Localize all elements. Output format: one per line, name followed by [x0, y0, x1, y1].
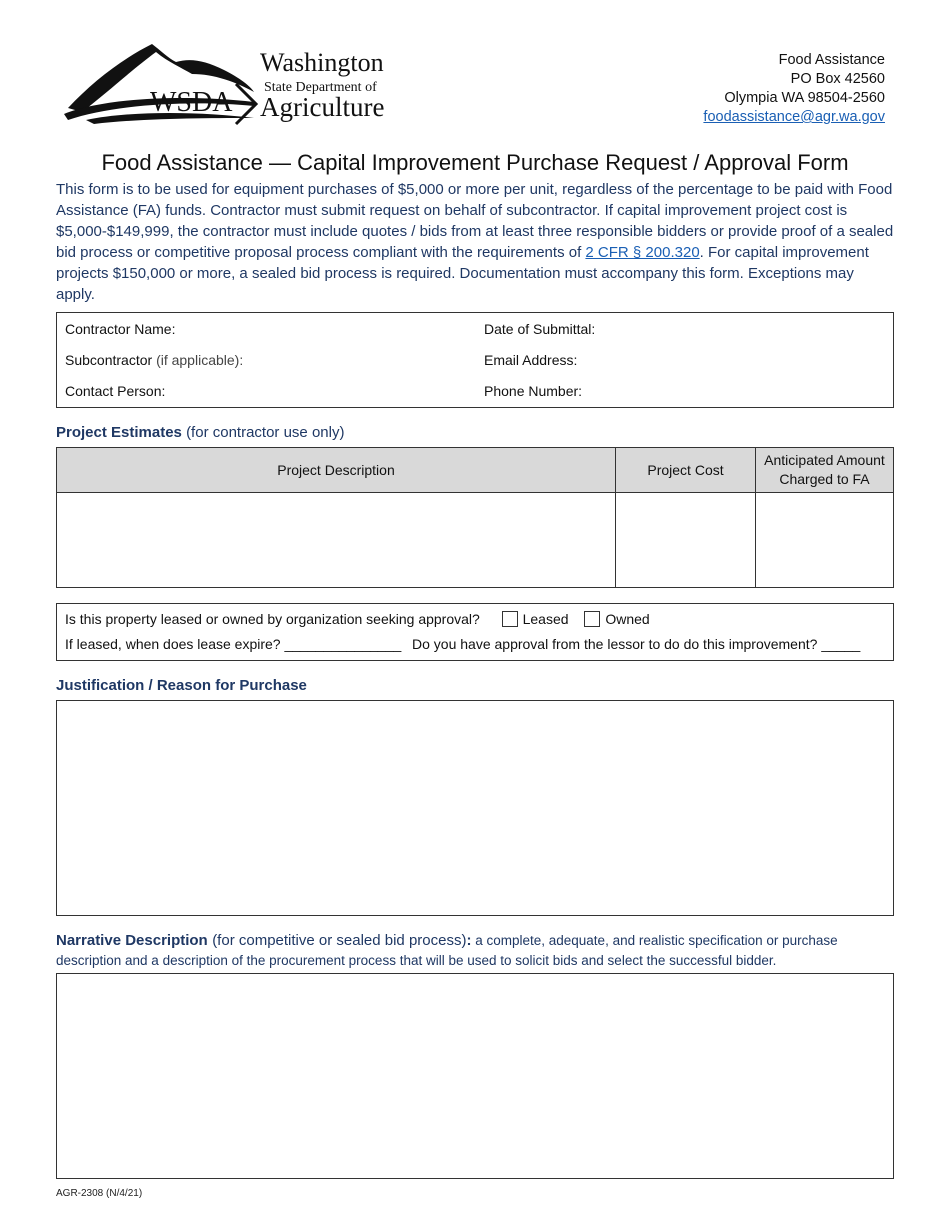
column-header-fa-amount: Anticipated Amount Charged to FA — [756, 448, 893, 493]
project-estimates-title: Project Estimates — [56, 424, 182, 441]
column-header-description: Project Description — [57, 448, 615, 493]
leased-label: Leased — [522, 611, 569, 627]
lease-box — [56, 603, 894, 661]
leased-checkbox[interactable] — [502, 611, 518, 627]
narrative-colon: : — [466, 932, 472, 949]
narrative-description: a complete, adequate, and realistic specification or purchase description and a description of the procurement process that will be used to solicit bids and select the successful bidder. — [56, 933, 838, 968]
address-line-po-box: PO Box 42560 — [790, 71, 885, 87]
intro-text-start: This form is to be used for equipment purchases of $5,000 or more per unit, regardless of the percentage to be paid with Food Assistance (FA) funds. Contractor must submit request on behalf of subcontractor. If capital improvement project cost is $5,000-$149,999, the contractor must include quotes / bids from at least three responsible bidders or provide proof of a sealed bid process or competitive proposal process compliant with the requirements of — [56, 181, 894, 261]
narrative-note: (for competitive or sealed bid process) — [212, 932, 467, 949]
address-block — [703, 51, 885, 127]
narrative-textarea[interactable] — [56, 973, 894, 1179]
form-title: Food Assistance — Capital Improvement Purchase Request / Approval Form — [101, 150, 849, 175]
subcontractor-field[interactable] — [65, 352, 243, 368]
contractor-name-field[interactable]: Contractor Name: — [65, 321, 176, 337]
cost-cell[interactable] — [616, 493, 755, 587]
cfr-link[interactable]: 2 CFR § 200.320 — [585, 244, 700, 261]
logo-washington-text: Washington — [260, 48, 384, 77]
date-of-submittal-field[interactable]: Date of Submittal: — [484, 321, 596, 337]
intro-paragraph — [56, 179, 896, 305]
column-header-cost: Project Cost — [616, 448, 755, 493]
project-estimates-table — [56, 447, 894, 588]
intro-text-end: . For capital improvement projects $150,000 or more, a sealed bid process is required. Documentation must accompany this form. Exceptions may apply. — [56, 244, 869, 303]
address-line-city: Olympia WA 98504-2560 — [724, 90, 885, 106]
lease-question-row — [65, 611, 650, 627]
phone-number-field[interactable]: Phone Number: — [484, 383, 583, 399]
email-address-field[interactable]: Email Address: — [484, 352, 578, 368]
lease-expire-field[interactable]: If leased, when does lease expire? _______________ — [65, 636, 402, 652]
contact-person-field[interactable]: Contact Person: — [65, 383, 166, 399]
project-estimates-heading — [56, 424, 344, 441]
justification-textarea[interactable] — [56, 700, 894, 916]
logo-wsda-text: WSDA — [150, 87, 233, 118]
owned-label: Owned — [605, 611, 650, 627]
justification-heading: Justification / Reason for Purchase — [56, 677, 307, 694]
email-link[interactable]: foodassistance@agr.wa.gov — [703, 109, 885, 125]
subcontractor-note: (if applicable): — [156, 352, 244, 368]
narrative-title: Narrative Description — [56, 932, 208, 949]
description-cell[interactable] — [57, 493, 615, 587]
form-number: AGR-2308 (N/4/21) — [56, 1188, 143, 1199]
narrative-heading — [56, 931, 896, 971]
subcontractor-label: Subcontractor — [65, 352, 153, 368]
fa-amount-cell[interactable] — [756, 493, 893, 587]
project-estimates-note: (for contractor use only) — [186, 424, 345, 441]
owned-checkbox[interactable] — [584, 611, 600, 627]
logo-state-department-text: State Department of — [264, 80, 377, 95]
lease-question: Is this property leased or owned by organization seeking approval? — [65, 611, 480, 627]
lessor-approval-field[interactable]: Do you have approval from the lessor to do do this improvement? _____ — [412, 636, 861, 652]
address-line-program: Food Assistance — [778, 52, 885, 68]
contact-info-box — [56, 312, 894, 408]
logo-agriculture-text: Agriculture — [260, 92, 385, 122]
